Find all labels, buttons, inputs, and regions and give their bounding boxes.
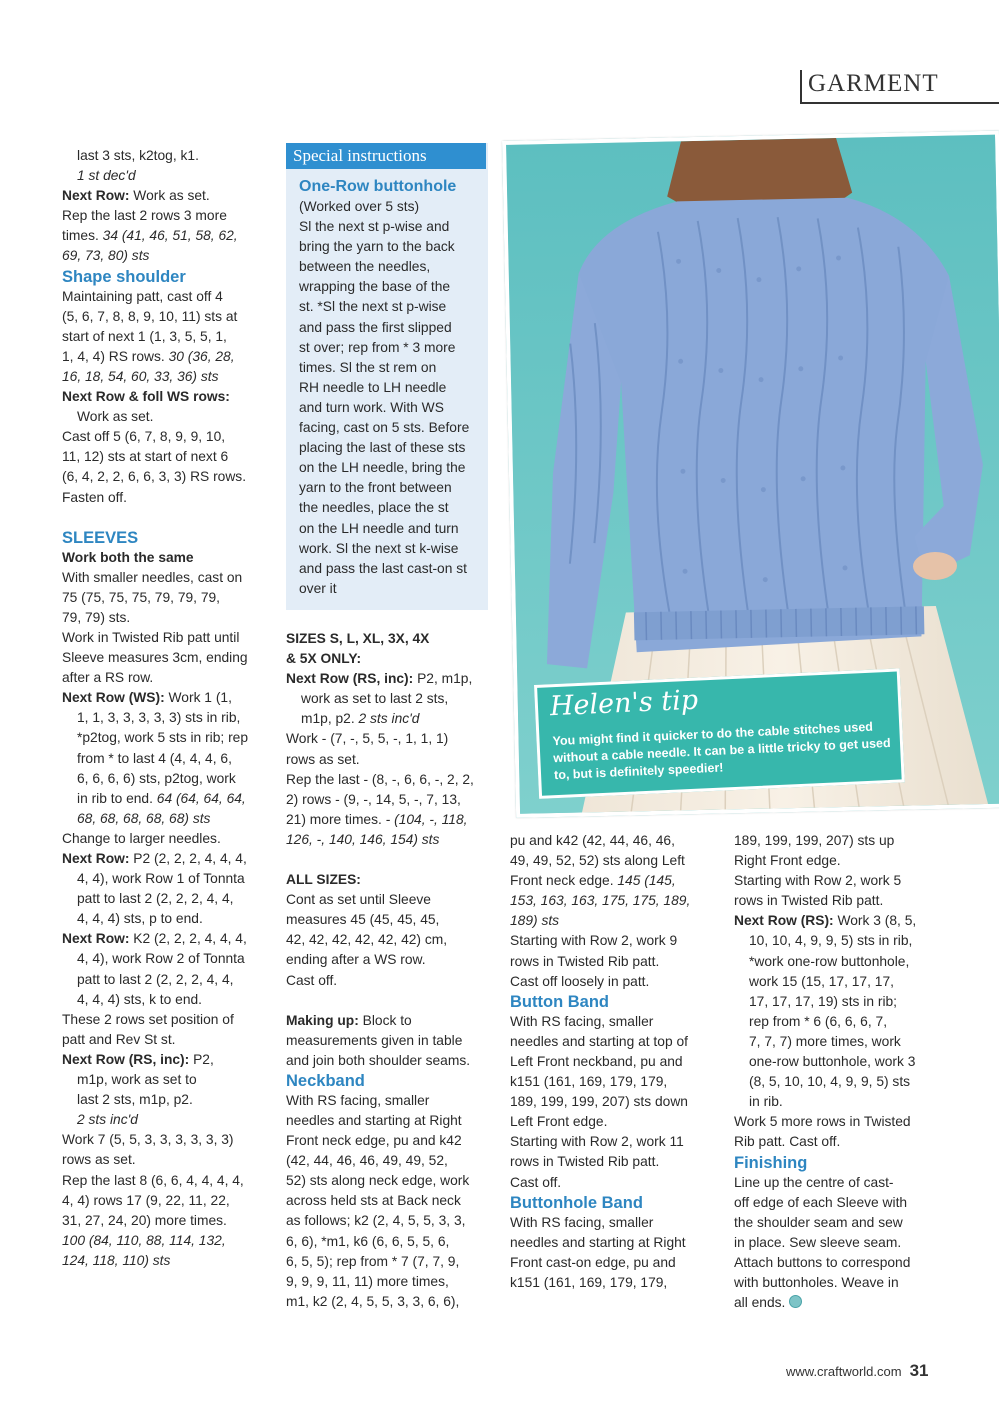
text-line: These 2 rows set position of	[62, 1011, 234, 1027]
text-line: in rib.	[749, 1094, 783, 1110]
text-line: 4, 4) rows 17 (9, 22, 11, 22,	[62, 1192, 230, 1208]
text-line: With RS facing, smaller	[510, 1214, 654, 1230]
text-line: Cast off loosely in patt.	[510, 973, 650, 989]
text-line: times. Sl the st rem on	[299, 359, 437, 375]
text-line: Cont as set until Sleeve	[286, 892, 431, 908]
section-header	[800, 70, 999, 104]
text-line: rep from * 6 (6, 6, 6, 7,	[749, 1013, 888, 1029]
text-line: rows in Twisted Rib patt.	[734, 893, 884, 909]
text-line: between the needles,	[299, 259, 431, 275]
text-line: needles and starting at top of	[510, 1033, 688, 1049]
text-line: off edge of each Sleeve with	[734, 1194, 908, 1210]
text-line: with buttonholes. Weave in	[734, 1274, 899, 1290]
text-line: Line up the centre of cast-	[734, 1174, 894, 1190]
text-line: facing, cast on 5 sts. Before	[299, 420, 470, 436]
text-line: 4, 4, 4) sts, k to end.	[77, 991, 203, 1007]
text-line: 75 (75, 75, 75, 79, 79, 79,	[62, 589, 221, 605]
text-line: 69, 73, 80) sts	[62, 248, 150, 264]
text-line: 153, 163, 163, 175, 175, 189,	[510, 893, 691, 909]
text-line: *work one-row buttonhole,	[749, 953, 910, 969]
text-line: all ends.	[734, 1293, 939, 1313]
heading-shape-shoulder: Shape shoulder	[62, 267, 186, 286]
text-line: Sleeve measures 3cm, ending	[62, 650, 248, 666]
column-1	[62, 146, 277, 1271]
text-line: Work in Twisted Rib patt until	[62, 629, 240, 645]
text-line: one-row buttonhole, work 3	[749, 1054, 916, 1070]
text-line: 16, 18, 54, 60, 33, 36) sts	[62, 368, 219, 384]
buttonhole-subtitle: One-Row buttonhole	[299, 178, 457, 195]
column-4	[734, 831, 939, 1313]
text-line: patt to last 2 (2, 2, 2, 4, 4,	[77, 971, 234, 987]
text-line: 2) rows - (9, -, 14, 5, -, 7, 13,	[286, 791, 461, 807]
text-line: rows in Twisted Rib patt.	[510, 953, 660, 969]
text-line: Next Row (RS, inc): P2, m1p,	[286, 671, 473, 687]
text-line: rows in Twisted Rib patt.	[510, 1154, 660, 1170]
text-line: Front neck edge, pu and k42	[286, 1133, 462, 1149]
text-line: on the LH needle and turn	[299, 520, 459, 536]
text-line: 52) sts along neck edge, work	[286, 1173, 470, 1189]
special-instructions-box	[286, 143, 488, 610]
text-line: Front neck edge. 145 (145,	[510, 873, 676, 889]
text-line: pu and k42 (42, 44, 46, 46,	[510, 833, 675, 848]
text-line: 4, 4), work Row 1 of Tonnta	[77, 871, 245, 887]
text-line: Right Front edge.	[734, 853, 841, 869]
text-line: and turn work. With WS	[299, 399, 444, 415]
text-line: (6, 4, 2, 2, 6, 6, 3, 3) RS rows.	[62, 469, 247, 485]
text-line: 100 (84, 110, 88, 114, 132,	[62, 1232, 226, 1248]
text-line: patt and Rev St st.	[62, 1031, 176, 1047]
text-line: 189) sts	[510, 913, 560, 929]
text-line: after a RS row.	[62, 670, 154, 686]
text-line: SIZES S, L, XL, 3X, 4X	[286, 631, 430, 646]
column-3	[510, 831, 720, 1293]
text-line: (Worked over 5 sts)	[299, 199, 420, 214]
text-line: over it	[299, 580, 337, 596]
heading-button-band: Button Band	[510, 992, 609, 1011]
text-line: Work 7 (5, 5, 3, 3, 3, 3, 3, 3)	[62, 1132, 234, 1148]
text-line: 11, 12) sts at start of next 6	[62, 449, 229, 465]
text-line: rows as set.	[62, 1152, 136, 1168]
text-line: bring the yarn to the back	[299, 239, 455, 255]
yarn-ball-icon	[789, 1295, 802, 1308]
text-line: Work 5 more rows in Twisted	[734, 1114, 911, 1130]
text-line: 126, -, 140, 146, 154) sts	[286, 831, 440, 847]
text-line: Maintaining patt, cast off 4	[62, 288, 223, 304]
text-line: 4, 4), work Row 2 of Tonnta	[77, 951, 245, 967]
tip-title: Helen's tip	[549, 684, 699, 723]
text-line: k151 (161, 169, 179, 179,	[510, 1274, 668, 1290]
text-line: in rib to end. 64 (64, 64, 64,	[77, 790, 246, 806]
text-line: RH needle to LH needle	[299, 379, 447, 395]
text-line: 68, 68, 68, 68, 68) sts	[77, 810, 211, 826]
text-line: st. *Sl the next st p-wise	[299, 299, 447, 315]
section-title: GARMENT	[808, 70, 939, 97]
heading-neckband: Neckband	[286, 1071, 365, 1090]
special-instructions-body	[299, 177, 484, 599]
heading-finishing: Finishing	[734, 1153, 808, 1172]
heading-buttonhole-band: Buttonhole Band	[510, 1193, 643, 1212]
text-line: Attach buttons to correspond	[734, 1254, 911, 1270]
text-line: 1, 1, 3, 3, 3, 3, 3) sts in rib,	[77, 710, 241, 726]
text-line: on the LH needle, bring the	[299, 460, 466, 476]
text-line: across held sts at Back neck	[286, 1193, 461, 1209]
text-line: from * to last 4 (4, 4, 4, 6,	[77, 750, 232, 766]
text-line: start of next 1 (1, 3, 5, 5, 1,	[62, 328, 227, 344]
text-line: yarn to the front between	[299, 480, 452, 496]
tip-text: You might find it quicker to do the cable stitches used without a cable needle. It can be a little tricky to get used to, but is definitely speedier!	[552, 719, 891, 783]
text-line: Starting with Row 2, work 11	[510, 1134, 684, 1150]
text-line: 1 st dec'd	[77, 168, 136, 184]
text-line: k151 (161, 169, 179, 179,	[510, 1074, 668, 1090]
text-line: Work as set.	[77, 409, 154, 425]
text-line: rows as set.	[286, 751, 360, 767]
text-line: Next Row: Work as set.	[62, 188, 210, 204]
text-line: 189, 199, 199, 207) sts down	[510, 1094, 688, 1110]
text-line: 10, 10, 4, 9, 9, 5) sts in rib,	[749, 933, 913, 949]
text-line: Next Row: P2 (2, 2, 2, 4, 4, 4,	[62, 851, 247, 866]
text-line: ending after a WS row.	[286, 952, 426, 968]
text-line: 42, 42, 42, 42, 42, 42) cm,	[286, 932, 448, 948]
text-line: and pass the first slipped	[299, 319, 452, 335]
text-line: Work - (7, -, 5, 5, -, 1, 1, 1)	[286, 731, 449, 747]
text-line: (5, 6, 7, 8, 8, 9, 10, 11) sts at	[62, 308, 238, 324]
text-line: and pass the last cast-on st	[299, 560, 467, 576]
text-line: as follows; k2 (2, 4, 5, 5, 3, 3,	[286, 1213, 466, 1229]
text-line: m1p, work as set to	[77, 1072, 197, 1088]
text-line: needles and starting at Right	[510, 1234, 686, 1250]
text-line: 17, 17, 17, 19) sts in rib;	[749, 993, 898, 1009]
text-line: measures 45 (45, 45, 45,	[286, 912, 440, 928]
page-number: 31	[909, 1361, 929, 1380]
text-line: patt to last 2 (2, 2, 2, 4, 4,	[77, 891, 234, 907]
text-line: 4, 4, 4) sts, p to end.	[77, 911, 203, 927]
text-line: Next Row: K2 (2, 2, 2, 4, 4, 4,	[62, 931, 247, 947]
text-line: With smaller needles, cast on	[62, 569, 243, 585]
text-line: work as set to last 2 sts,	[301, 691, 449, 707]
text-line: 1, 4, 4) RS rows. 30 (36, 28,	[62, 348, 235, 364]
text-line: Rep the last - (8, -, 6, 6, -, 2, 2,	[286, 771, 474, 787]
text-line: (42, 44, 46, 46, 49, 49, 52,	[286, 1153, 448, 1169]
page-footer	[786, 1361, 929, 1381]
text-line: and join both shoulder seams.	[286, 1052, 471, 1068]
text-line: m1p, p2. 2 sts inc'd	[301, 711, 420, 727]
text-line: needles and starting at Right	[286, 1112, 462, 1128]
text-line: ALL SIZES:	[286, 872, 361, 888]
text-line: Next Row (RS): Work 3 (8, 5,	[734, 913, 917, 929]
text-line: Cast off 5 (6, 7, 8, 9, 9, 10,	[62, 429, 226, 445]
text-line: Next Row (RS, inc): P2,	[62, 1051, 214, 1067]
text-line: 21) more times. - (104, -, 118,	[286, 811, 468, 827]
text-line: Left Front neckband, pu and	[510, 1053, 683, 1069]
text-line: *p2tog, work 5 sts in rib; rep	[77, 730, 249, 746]
text-line: wrapping the base of the	[299, 279, 451, 295]
text-line: work. Sl the next st k-wise	[299, 540, 459, 556]
text-line: Starting with Row 2, work 5	[734, 873, 902, 889]
text-line: Making up: Block to	[286, 1012, 412, 1028]
text-line: times. 34 (41, 46, 51, 58, 62,	[62, 228, 238, 244]
text-line: Rib patt. Cast off.	[734, 1134, 841, 1150]
text-line: 7, 7, 7) more times, work	[749, 1033, 901, 1049]
special-instructions-title: Special instructions	[286, 143, 486, 169]
text-line: Left Front edge.	[510, 1114, 608, 1130]
text-line: measurements given in table	[286, 1032, 463, 1048]
text-line: With RS facing, smaller	[510, 1013, 654, 1029]
text-line: Change to larger needles.	[62, 830, 221, 846]
text-line: Rep the last 8 (6, 6, 4, 4, 4, 4,	[62, 1172, 244, 1188]
text-line: the shoulder seam and sew	[734, 1214, 903, 1230]
text-line: 31, 27, 24, 20) more times.	[62, 1212, 227, 1228]
text-line: 6, 5, 5); rep from * 7 (7, 7, 9,	[286, 1253, 460, 1269]
text-line: 124, 118, 110) sts	[62, 1252, 171, 1268]
text-line: in place. Sew sleeve seam.	[734, 1234, 902, 1250]
column-2	[286, 629, 491, 1312]
text-line: Work both the same	[62, 549, 194, 565]
helens-tip-box	[534, 668, 905, 798]
text-line: 189, 199, 199, 207) sts up	[734, 833, 895, 848]
text-line: Cast off.	[286, 972, 338, 988]
text-line: placing the last of these sts	[299, 440, 466, 456]
text-line: Cast off.	[510, 1174, 562, 1190]
text-line: 6, 6, 6, 6) sts, p2tog, work	[77, 770, 236, 786]
text-line: work 15 (15, 17, 17, 17,	[749, 973, 894, 989]
text-line: With RS facing, smaller	[286, 1092, 430, 1108]
text-line: st over; rep from * 3 more	[299, 339, 456, 355]
heading-sleeves: SLEEVES	[62, 528, 139, 547]
text-line: & 5X ONLY:	[286, 651, 362, 667]
text-line: Rep the last 2 rows 3 more	[62, 208, 227, 224]
text-line: Sl the next st p-wise and	[299, 219, 450, 235]
text-line: 9, 9, 9, 11, 11) more times,	[286, 1273, 449, 1289]
text-line: Fasten off.	[62, 489, 127, 505]
footer-url: www.craftworld.com	[786, 1364, 902, 1379]
text-line: last 2 sts, m1p, p2.	[77, 1092, 193, 1108]
text-line: m1, k2 (2, 4, 5, 5, 3, 3, 6, 6),	[286, 1293, 460, 1309]
text-line: Front cast-on edge, pu and	[510, 1254, 676, 1270]
text-line: 2 sts inc'd	[77, 1112, 138, 1128]
text-line: (8, 5, 10, 10, 4, 9, 9, 5) sts	[749, 1074, 911, 1090]
text-line: Next Row & foll WS rows:	[62, 389, 230, 405]
text-line: 49, 49, 52, 52) sts along Left	[510, 853, 685, 869]
text-line: 79, 79) sts.	[62, 609, 131, 625]
text-line: Starting with Row 2, work 9	[510, 933, 678, 949]
text-line: last 3 sts, k2tog, k1.	[77, 148, 199, 163]
text-line: Next Row (WS): Work 1 (1,	[62, 690, 232, 706]
text-line: 6, 6), *m1, k6 (6, 6, 5, 5, 6,	[286, 1233, 450, 1249]
text-line: the needles, place the st	[299, 500, 449, 516]
